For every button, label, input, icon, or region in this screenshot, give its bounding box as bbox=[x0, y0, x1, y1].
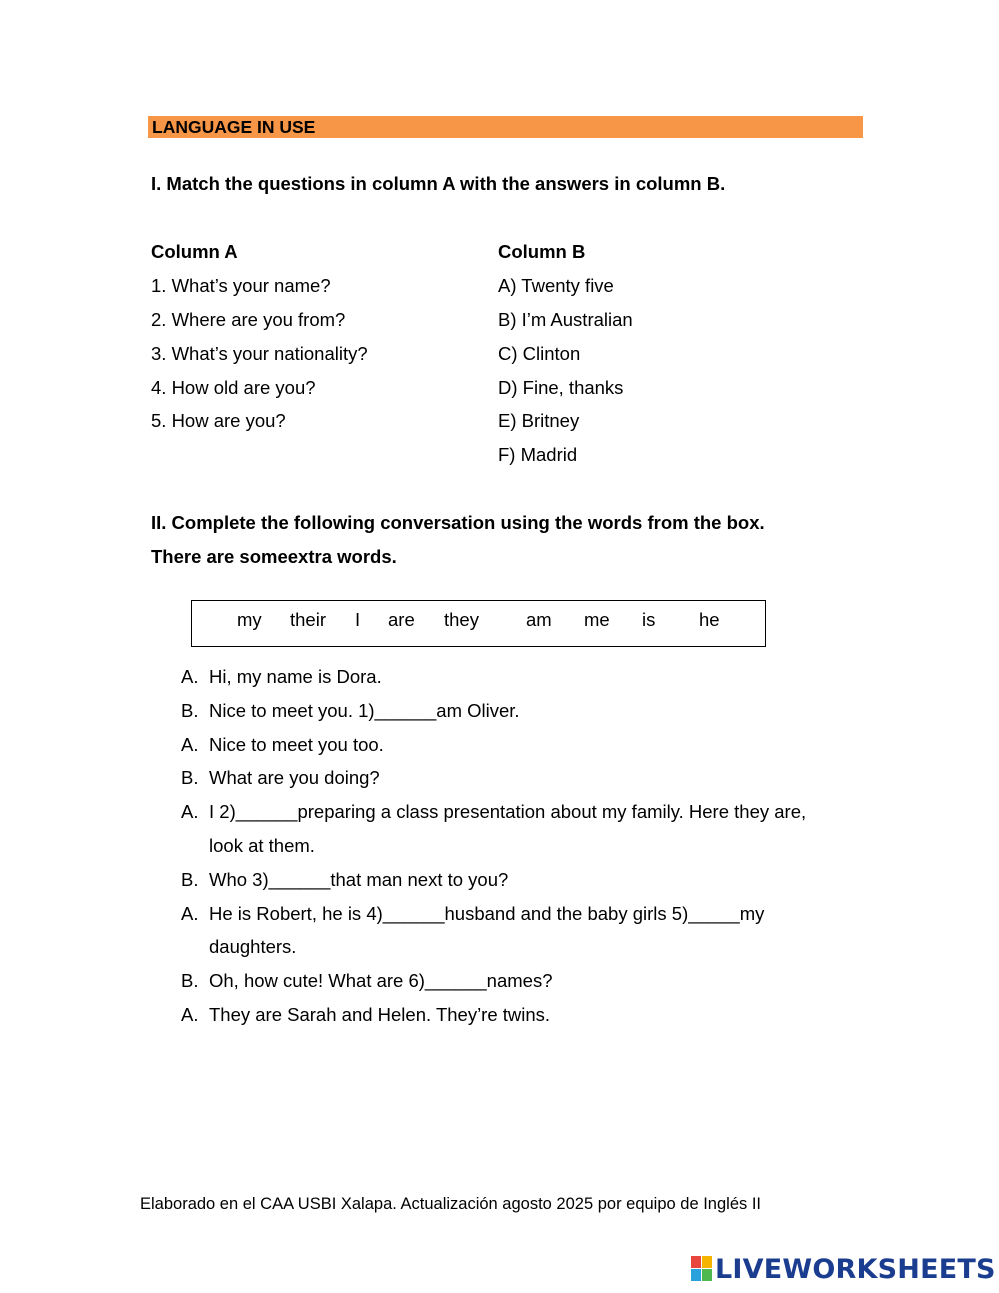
column-b-item: B) I’m Australian bbox=[498, 309, 633, 330]
column-a-item: 4. How old are you? bbox=[151, 377, 316, 398]
dialogue-line: Who 3)______that man next to you? bbox=[209, 869, 509, 890]
column-b-heading: Column B bbox=[498, 241, 586, 262]
speaker-label: A. bbox=[181, 903, 199, 924]
word-option: they bbox=[444, 609, 479, 630]
word-option: I bbox=[355, 609, 361, 630]
logo-text: LIVEWORKSHEETS bbox=[715, 1253, 996, 1285]
column-b-item: A) Twenty five bbox=[498, 275, 614, 296]
dialogue-line: Nice to meet you too. bbox=[209, 734, 384, 755]
dialogue-line: What are you doing? bbox=[209, 767, 380, 788]
dialogue-line: Oh, how cute! What are 6)______names? bbox=[209, 970, 553, 991]
dialogue-line: look at them. bbox=[209, 835, 315, 856]
dialogue-line: They are Sarah and Helen. They’re twins. bbox=[209, 1004, 551, 1025]
word-option: is bbox=[642, 609, 656, 630]
section2-instruction: II. Complete the following conversation using the words from the box. bbox=[151, 512, 765, 533]
speaker-label: B. bbox=[181, 767, 199, 788]
section1-instruction: I. Match the questions in column A with the answers in column B. bbox=[151, 173, 726, 194]
column-b-item: F) Madrid bbox=[498, 444, 578, 465]
word-option: my bbox=[237, 609, 262, 630]
speaker-label: A. bbox=[181, 666, 199, 687]
speaker-label: B. bbox=[181, 869, 199, 890]
column-b-item: E) Britney bbox=[498, 410, 580, 431]
column-a-item: 1. What’s your name? bbox=[151, 275, 331, 296]
column-a-item: 5. How are you? bbox=[151, 410, 286, 431]
dialogue-line: Hi, my name is Dora. bbox=[209, 666, 382, 687]
word-option: are bbox=[388, 609, 415, 630]
footer-credit: Elaborado en el CAA USBI Xalapa. Actualización agosto 2025 por equipo de Inglés II bbox=[140, 1195, 762, 1213]
word-box bbox=[191, 600, 766, 647]
column-a-item: 2. Where are you from? bbox=[151, 309, 346, 330]
word-option: their bbox=[290, 609, 326, 630]
word-option: am bbox=[526, 609, 552, 630]
dialogue-line: Nice to meet you. 1)______am Oliver. bbox=[209, 700, 520, 721]
section2-instruction-extra: There are someextra words. bbox=[151, 546, 397, 567]
section-banner bbox=[148, 116, 863, 138]
speaker-label: B. bbox=[181, 970, 199, 991]
banner-title: LANGUAGE IN USE bbox=[152, 117, 316, 137]
column-b-item: D) Fine, thanks bbox=[498, 377, 624, 398]
word-option: he bbox=[699, 609, 720, 630]
liveworksheets-logo-icon bbox=[691, 1256, 713, 1282]
speaker-label: A. bbox=[181, 801, 199, 822]
speaker-label: A. bbox=[181, 734, 199, 755]
column-a-heading: Column A bbox=[151, 241, 238, 262]
word-option: me bbox=[584, 609, 610, 630]
liveworksheets-logo[interactable] bbox=[691, 1253, 996, 1285]
dialogue-line: daughters. bbox=[209, 936, 297, 957]
dialogue-line: He is Robert, he is 4)______husband and the baby girls 5)_____my bbox=[209, 903, 765, 924]
column-a-item: 3. What’s your nationality? bbox=[151, 343, 368, 364]
dialogue-line: I 2)______preparing a class presentation about my family. Here they are, bbox=[209, 801, 807, 822]
speaker-label: B. bbox=[181, 700, 199, 721]
column-b-item: C) Clinton bbox=[498, 343, 581, 364]
speaker-label: A. bbox=[181, 1004, 199, 1025]
